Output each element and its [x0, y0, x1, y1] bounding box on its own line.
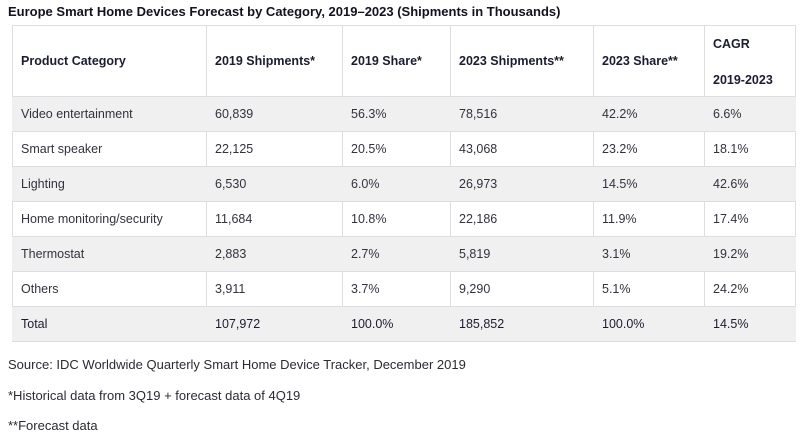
value-cell: 14.5% — [705, 307, 796, 342]
value-cell: 5,819 — [451, 237, 594, 272]
col-header-2019-shipments: 2019 Shipments* — [207, 26, 343, 97]
cagr-header-line2: 2019-2023 — [713, 73, 773, 87]
value-cell: 185,852 — [451, 307, 594, 342]
value-cell: 22,125 — [207, 132, 343, 167]
row-label-cell: Others — [13, 272, 207, 307]
value-cell: 14.5% — [594, 167, 705, 202]
table-row-total — [13, 307, 796, 342]
value-cell: 17.4% — [705, 202, 796, 237]
value-cell: 11.9% — [594, 202, 705, 237]
value-cell: 11,684 — [207, 202, 343, 237]
row-label-cell: Smart speaker — [13, 132, 207, 167]
source-note: Source: IDC Worldwide Quarterly Smart Home Device Tracker, December 2019 — [8, 357, 466, 372]
forecast-table — [12, 25, 796, 342]
table-header — [13, 26, 796, 97]
value-cell: 6.6% — [705, 97, 796, 132]
col-header-2023-share: 2023 Share** — [594, 26, 705, 97]
value-cell: 56.3% — [343, 97, 451, 132]
row-label-cell: Total — [13, 307, 207, 342]
value-cell: 60,839 — [207, 97, 343, 132]
row-label-cell: Video entertainment — [13, 97, 207, 132]
col-header-2019-share: 2019 Share* — [343, 26, 451, 97]
value-cell: 9,290 — [451, 272, 594, 307]
value-cell: 6,530 — [207, 167, 343, 202]
value-cell: 3.1% — [594, 237, 705, 272]
value-cell: 2.7% — [343, 237, 451, 272]
value-cell: 6.0% — [343, 167, 451, 202]
table-row-thermostat — [13, 237, 796, 272]
value-cell: 3,911 — [207, 272, 343, 307]
value-cell: 2,883 — [207, 237, 343, 272]
value-cell: 42.2% — [594, 97, 705, 132]
table-row-lighting — [13, 167, 796, 202]
row-label-cell: Thermostat — [13, 237, 207, 272]
value-cell: 26,973 — [451, 167, 594, 202]
table-row-others — [13, 272, 796, 307]
col-header-product-category: Product Category — [13, 26, 207, 97]
page-title: Europe Smart Home Devices Forecast by Category, 2019–2023 (Shipments in Thousands) — [8, 4, 561, 19]
row-label-cell: Lighting — [13, 167, 207, 202]
value-cell: 5.1% — [594, 272, 705, 307]
table-body — [13, 97, 796, 342]
value-cell: 43,068 — [451, 132, 594, 167]
table-row-smart-speaker — [13, 132, 796, 167]
table-row-home-monitoring-security — [13, 202, 796, 237]
row-label-cell: Home monitoring/security — [13, 202, 207, 237]
table-row-video-entertainment — [13, 97, 796, 132]
value-cell: 10.8% — [343, 202, 451, 237]
value-cell: 24.2% — [705, 272, 796, 307]
col-header-cagr — [705, 26, 796, 97]
value-cell: 78,516 — [451, 97, 594, 132]
col-header-2023-shipments: 2023 Shipments** — [451, 26, 594, 97]
header-row — [13, 26, 796, 97]
value-cell: 100.0% — [343, 307, 451, 342]
value-cell: 22,186 — [451, 202, 594, 237]
footnote-forecast-data: **Forecast data — [8, 418, 98, 433]
value-cell: 23.2% — [594, 132, 705, 167]
value-cell: 107,972 — [207, 307, 343, 342]
value-cell: 3.7% — [343, 272, 451, 307]
value-cell: 42.6% — [705, 167, 796, 202]
value-cell: 18.1% — [705, 132, 796, 167]
cagr-header-line1: CAGR — [713, 37, 750, 51]
footnote-historical-data: *Historical data from 3Q19 + forecast data of 4Q19 — [8, 388, 301, 403]
value-cell: 19.2% — [705, 237, 796, 272]
value-cell: 100.0% — [594, 307, 705, 342]
value-cell: 20.5% — [343, 132, 451, 167]
